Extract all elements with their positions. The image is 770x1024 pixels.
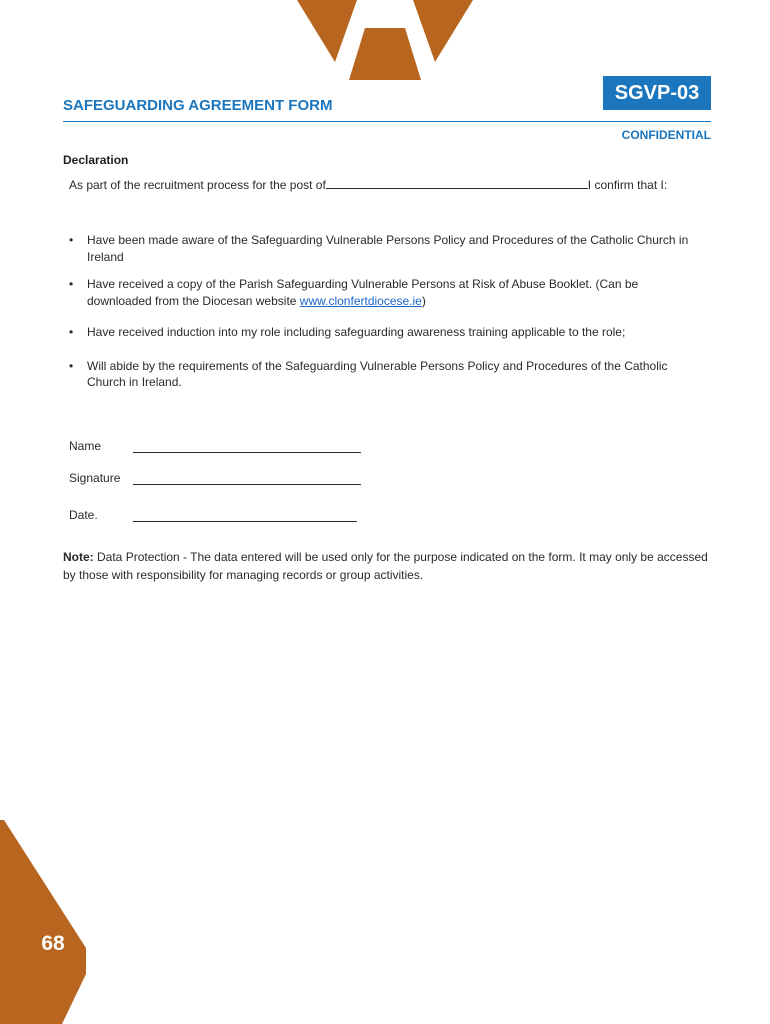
note-label: Note: xyxy=(63,550,94,564)
name-label: Name xyxy=(69,439,102,453)
list-item xyxy=(69,324,699,341)
page-number: 68 xyxy=(41,932,65,955)
list-item-text: Will abide by the requirements of the Safeguarding Vulnerable Persons Policy and Procedures of the Catholic Church in Ireland. xyxy=(87,358,668,389)
page-number-tab xyxy=(0,820,90,1024)
declaration-list xyxy=(69,232,699,391)
list-item-text-after: ) xyxy=(421,293,426,308)
data-protection-note xyxy=(63,548,711,584)
date-field[interactable] xyxy=(133,521,357,522)
list-item-text: Have been made aware of the Safeguarding Vulnerable Persons Policy and Procedures of the Catholic Church in Ireland xyxy=(87,233,689,264)
date-label: Date. xyxy=(69,508,98,522)
list-item-text: Have received induction into my role including safeguarding awareness training applicable to the role; xyxy=(87,325,626,339)
list-item-text: Have received a copy of the Parish Safeguarding Vulnerable Persons at Risk of Abuse Booklet. (Can be downloaded from the Diocesan website xyxy=(87,277,639,308)
list-item xyxy=(69,276,699,309)
logo-chevron-left xyxy=(297,0,357,62)
post-title-blank[interactable] xyxy=(326,178,588,189)
logo-chevron-center xyxy=(349,28,421,80)
form-title: SAFEGUARDING AGREEMENT FORM xyxy=(63,97,333,114)
list-item xyxy=(69,358,699,391)
name-field[interactable] xyxy=(133,452,361,453)
diocese-logo xyxy=(295,0,475,80)
signature-field[interactable] xyxy=(133,484,361,485)
signature-label: Signature xyxy=(69,471,121,485)
logo-chevron-right xyxy=(413,0,473,62)
intro-text-after: I confirm that I: xyxy=(587,178,668,192)
title-divider xyxy=(63,121,711,122)
declaration-heading: Declaration xyxy=(63,153,129,167)
note-text: Data Protection - The data entered will be used only for the purpose indicated on the form. It may only be accessed by those with responsibility for managing records or group activities. xyxy=(63,550,708,582)
diocese-website-link[interactable]: www.clonfertdiocese.ie xyxy=(299,293,422,308)
confidential-label: CONFIDENTIAL xyxy=(621,128,711,142)
form-code-badge: SGVP-03 xyxy=(603,76,711,110)
intro-text-before: As part of the recruitment process for the post of xyxy=(69,178,326,192)
declaration-intro xyxy=(69,176,669,195)
list-item xyxy=(69,232,699,265)
